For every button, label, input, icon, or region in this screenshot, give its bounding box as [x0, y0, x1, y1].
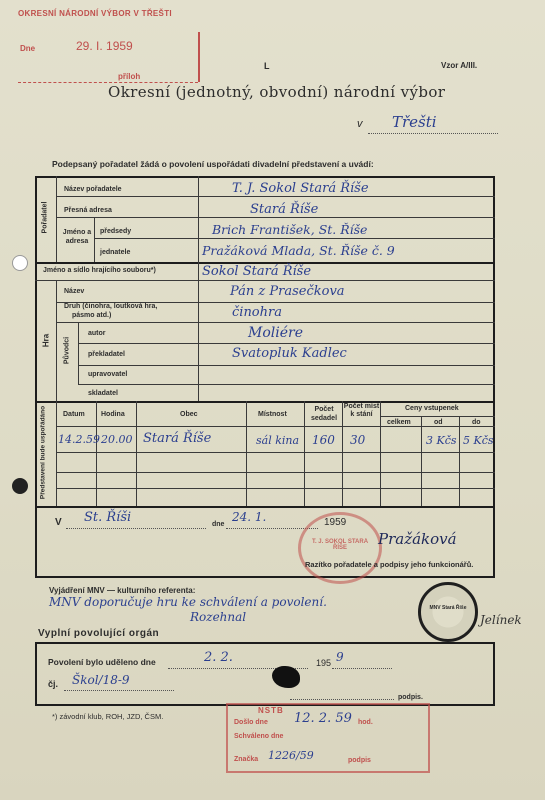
row-line — [35, 506, 495, 508]
organizer-stamp — [298, 512, 382, 584]
skladatel-label: skladatel — [88, 390, 118, 397]
nazev-poradatele-value: T. J. Sokol Stará Říše — [232, 181, 369, 196]
organ-signature: Jelínek — [480, 613, 522, 627]
organ-podpis-label: podpis. — [398, 694, 423, 701]
col-do: do — [472, 419, 481, 426]
nstb-dosla-value: 12. 2. 59 — [294, 711, 352, 726]
row-line — [56, 472, 495, 473]
row-line — [56, 217, 495, 218]
v-value: St. Říši — [84, 510, 132, 525]
nstb-dosla-label: Došlo dne — [234, 719, 268, 726]
punch-hole-top — [12, 255, 28, 271]
row-line — [78, 343, 495, 344]
soubor-label: Jméno a sídlo hrajícího souboru*) — [43, 267, 156, 274]
row-line — [56, 452, 495, 453]
v-label: V — [55, 517, 62, 528]
row-pocet-sedadel: 160 — [312, 433, 335, 447]
row-obec: Stará Říše — [143, 431, 212, 446]
received-stamp-date: 29. I. 1959 — [76, 39, 133, 53]
col-line — [56, 401, 57, 506]
place-value: Třešti — [392, 113, 437, 131]
mnv-label: Vyjádření MNV — kulturního referenta: — [49, 586, 196, 595]
received-stamp-title: OKRESNÍ NÁRODNÍ VÝBOR V TŘEŠTI — [18, 9, 172, 18]
col-line — [94, 217, 95, 262]
col-line — [136, 401, 137, 506]
col-celkem: celkem — [387, 419, 411, 426]
mnv-round-stamp — [418, 582, 478, 642]
prekladatel-label: překladatel — [88, 351, 125, 358]
v-line — [66, 528, 206, 529]
hra-druh-label-1: Druh (činohra, loutková hra, — [64, 303, 158, 310]
row-line — [56, 322, 495, 323]
col-pocet-sedadel: Počet sedadel — [310, 406, 338, 422]
jednatele-label: jednatele — [100, 249, 131, 256]
row-line — [78, 365, 495, 366]
soubor-value: Sokol Stará Říše — [202, 264, 312, 279]
razitko-label: Razítko pořadatele a podpisy jeho funkcionářů. — [305, 560, 474, 569]
received-stamp-prilohy: příloh — [118, 72, 141, 81]
autor-label: autor — [88, 330, 106, 337]
col-line — [198, 176, 199, 401]
row-mistnost: sál kina — [256, 434, 300, 447]
place-line — [368, 133, 498, 134]
section-hra: Hra — [41, 333, 51, 348]
nstb-stamp — [226, 703, 430, 773]
predsedy-value: Brich František, St. Říše — [212, 222, 368, 237]
col-hodina: Hodina — [101, 411, 125, 418]
adresa-value: Stará Říše — [250, 202, 319, 217]
cj-value: Škol/18-9 — [72, 673, 130, 687]
form-number: Vzor A/III. — [441, 61, 478, 70]
col-pocet-mist: Počet míst k stání — [343, 403, 380, 418]
mnv-signature: Rozehnal — [190, 610, 247, 624]
hra-nazev-value: Pán z Prasečkova — [230, 284, 345, 299]
adresa-label: Přesná adresa — [64, 207, 112, 214]
received-stamp-dne: Dne — [20, 44, 36, 53]
row-line — [380, 416, 495, 417]
mnv-text: MNV doporučuje hru ke schválení a povolení. — [49, 595, 327, 609]
col-line — [246, 401, 247, 506]
section-poradatel: Pořadatel — [41, 201, 49, 234]
hra-druh-value: činohra — [232, 305, 282, 320]
row-datum: 14.2.59 — [58, 433, 100, 446]
section-puvodci: Původci — [63, 336, 71, 365]
organ-year-label: 195 — [316, 658, 332, 668]
punch-hole-bottom — [12, 478, 28, 494]
col-od: od — [434, 419, 443, 426]
intro-text: Podepsaný pořadatel žádá o povolení uspořádati divadelní představení a uvádí: — [52, 159, 374, 169]
col-line — [56, 280, 57, 401]
cj-line — [64, 690, 174, 691]
nstb-hod-label: hod. — [358, 719, 373, 726]
col-ceny: Ceny vstupenek — [405, 405, 459, 412]
received-stamp-border — [198, 32, 200, 82]
organizer-stamp-text: T. J. SOKOL STARÁ ŘÍŠE — [311, 539, 369, 551]
cj-label: čj. — [48, 679, 59, 689]
row-line — [56, 196, 495, 197]
autor-value: Moliére — [248, 325, 303, 341]
l-mark: L — [264, 61, 270, 71]
nstb-znacka-label: Značka — [234, 756, 259, 763]
place-prefix: v — [357, 118, 363, 130]
form-title: Okresní (jednotný, obvodní) národní výbor — [108, 83, 446, 101]
col-line — [78, 322, 79, 384]
povoleni-label: Povolení bylo uděleno dne — [48, 657, 156, 667]
organizer-signature: Pražáková — [378, 530, 457, 548]
ink-blot — [272, 666, 300, 688]
col-obec: Obec — [180, 411, 198, 418]
row-hodina: 20.00 — [101, 433, 133, 446]
row-do: 5 Kčs — [463, 434, 494, 447]
dne-label: dne — [212, 521, 225, 528]
row-line — [35, 280, 495, 281]
row-line — [78, 384, 495, 385]
row-pocet-mist: 30 — [350, 433, 366, 447]
organ-year-value: 9 — [336, 650, 344, 664]
nazev-poradatele-label: Název pořadatele — [64, 186, 122, 193]
col-datum: Datum — [63, 411, 85, 418]
mnv-stamp-text: MNV Stará Říše — [429, 605, 467, 611]
nstb-schvalena-label: Schváleno dne — [234, 733, 284, 740]
prekladatel-value: Svatopluk Kadlec — [232, 346, 347, 361]
row-line — [94, 238, 495, 239]
upravovatel-label: upravovatel — [88, 371, 128, 378]
organ-year-line — [332, 668, 392, 669]
povoleni-value: 2. 2. — [204, 650, 233, 665]
dne-value: 24. 1. — [232, 510, 267, 524]
row-od: 3 Kčs — [426, 434, 457, 447]
col-line — [304, 401, 305, 506]
received-stamp — [18, 2, 203, 88]
organ-heading: Vyplní povolující orgán — [38, 628, 160, 639]
hra-nazev-label: Název — [64, 288, 85, 295]
section-predstaveni: Představení bude uspořádáno — [39, 405, 47, 500]
row-line — [35, 401, 495, 403]
predsedy-label: předsedy — [100, 228, 132, 235]
row-line — [56, 488, 495, 489]
jednatele-value: Pražáková Mlada, St. Říše č. 9 — [202, 243, 395, 258]
row-line — [56, 426, 495, 427]
col-line — [421, 416, 422, 506]
col-line — [459, 416, 460, 506]
hra-druh-label-2: pásmo atd.) — [72, 312, 112, 319]
jmeno-adresa-label: Jméno a adresa — [62, 229, 92, 245]
col-line — [56, 176, 57, 262]
col-line — [96, 401, 97, 506]
podpis-line — [290, 699, 394, 700]
podpis-year: 1959 — [324, 517, 347, 528]
nstb-title: NSTB — [258, 706, 284, 715]
nstb-znacka-value: 1226/59 — [268, 749, 314, 762]
footnote: *) závodní klub, ROH, JZD, ČSM. — [52, 712, 164, 721]
nstb-podpis-label: podpis — [348, 757, 371, 764]
col-mistnost: Místnost — [258, 411, 287, 418]
